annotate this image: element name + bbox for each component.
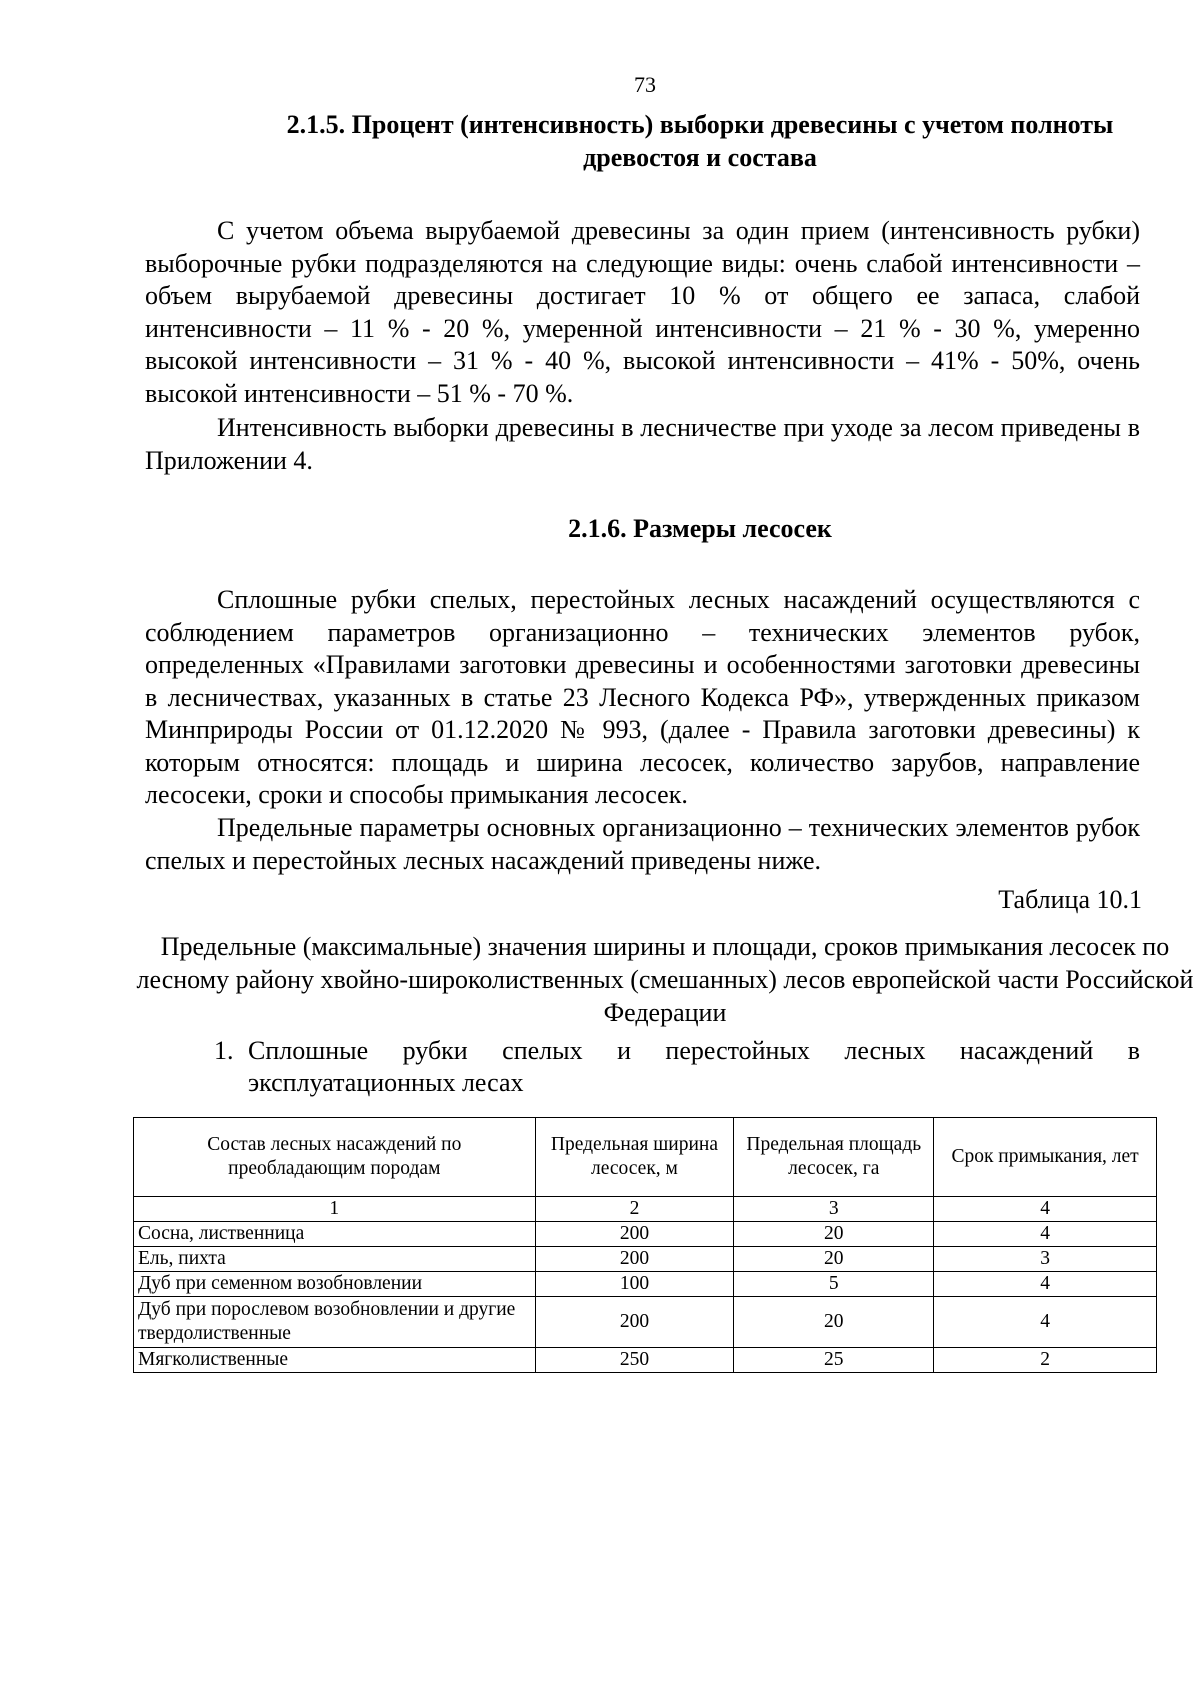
column-number: 3 (734, 1197, 934, 1222)
cell-adjacency: 4 (934, 1297, 1157, 1348)
norms-table (133, 1117, 1157, 1373)
table-row (134, 1247, 1157, 1272)
section-216-title: 2.1.6. Размеры лесосек (568, 514, 832, 543)
section-215-title (200, 108, 1200, 174)
section-215-title-line1: 2.1.5. Процент (интенсивность) выборки древесины с учетом полноты (286, 110, 1114, 139)
section-216-paragraph1: Сплошные рубки спелых, перестойных лесных насаждений осуществляются с соблюдением параметров организационно – технических элементов рубок, определенных «Правилами заготовки древесины и особенностями заготовки древесины в лесничествах, указанных в статье 23 Лесного Кодекса РФ», утвержденных приказом Минприроды России от 01.12.2020 № 993, (далее - Правила заготовки древесины) к которым относятся: площадь и ширина лесосек, количество зарубов, направление лесосеки, сроки и способы примыкания лесосек. (145, 585, 1140, 809)
table-row (134, 1348, 1157, 1373)
table-row (134, 1222, 1157, 1247)
cell-adjacency: 4 (934, 1222, 1157, 1247)
cell-composition: Ель, пихта (134, 1247, 536, 1272)
cell-width: 200 (535, 1247, 734, 1272)
table-column-numbers-row (134, 1197, 1157, 1222)
table-number: Таблица 10.1 (998, 885, 1142, 914)
header-width: Предельная ширина лесосек, м (535, 1118, 734, 1197)
cell-adjacency: 4 (934, 1272, 1157, 1297)
table-caption: Предельные (максимальные) значения ширины и площади, сроков примыкания лесосек по лесному району хвойно-широколиственных (смешанных) лесов европейской части Российской Федерации (136, 932, 1194, 1027)
cell-composition: Дуб при семенном возобновлении (134, 1272, 536, 1297)
list-item-text (248, 1035, 1140, 1099)
header-adjacency: Срок примыкания, лет (934, 1118, 1157, 1197)
cell-area: 5 (734, 1272, 934, 1297)
cell-area: 25 (734, 1348, 934, 1373)
column-number: 2 (535, 1197, 734, 1222)
cell-area: 20 (734, 1247, 934, 1272)
section-215-paragraph1: С учетом объема вырубаемой древесины за один прием (интенсивность рубки) выборочные рубки подразделяются на следующие виды: очень слабой интенсивности – объем вырубаемой древесины достигает 10 % от общего ее запаса, слабой интенсивности – 11 % - 20 %, умеренной интенсивности – 21 % - 30 %, умеренно высокой интенсивности – 31 % - 40 %, высокой интенсивности – 41% - 50%, очень высокой интенсивности – 51 % - 70 %. (145, 216, 1140, 408)
section-215-title-line2: древостоя и состава (583, 143, 817, 172)
cell-adjacency: 2 (934, 1348, 1157, 1373)
header-area: Предельная площадь лесосек, га (734, 1118, 934, 1197)
cell-width: 200 (535, 1297, 734, 1348)
list-item-text-line2: эксплуатационных лесах (248, 1068, 524, 1097)
section-215-paragraph2: Интенсивность выборки древесины в лесничестве при уходе за лесом приведены в Приложении 4. (145, 413, 1140, 475)
cell-composition: Дуб при порослевом возобновлении и другие твердолиственные (134, 1297, 536, 1348)
cell-composition: Сосна, лиственница (134, 1222, 536, 1247)
cell-area: 20 (734, 1222, 934, 1247)
column-number: 1 (134, 1197, 536, 1222)
cell-width: 200 (535, 1222, 734, 1247)
list-item (214, 1035, 1140, 1099)
page-number: 73 (634, 72, 656, 97)
header-composition: Состав лесных насаждений по преобладающим породам (134, 1118, 536, 1197)
cell-composition: Мягколиственные (134, 1348, 536, 1373)
table-header-row (134, 1118, 1157, 1197)
table-row (134, 1297, 1157, 1348)
list-item-number: 1. (214, 1036, 234, 1065)
section-216-paragraph2: Предельные параметры основных организационно – технических элементов рубок спелых и перестойных лесных насаждений приведены ниже. (145, 813, 1140, 875)
table-row (134, 1272, 1157, 1297)
cell-width: 100 (535, 1272, 734, 1297)
cell-adjacency: 3 (934, 1247, 1157, 1272)
column-number: 4 (934, 1197, 1157, 1222)
cell-area: 20 (734, 1297, 934, 1348)
cell-width: 250 (535, 1348, 734, 1373)
list-item-text-line1: Сплошные рубки спелых и перестойных лесных насаждений в (248, 1036, 1140, 1065)
